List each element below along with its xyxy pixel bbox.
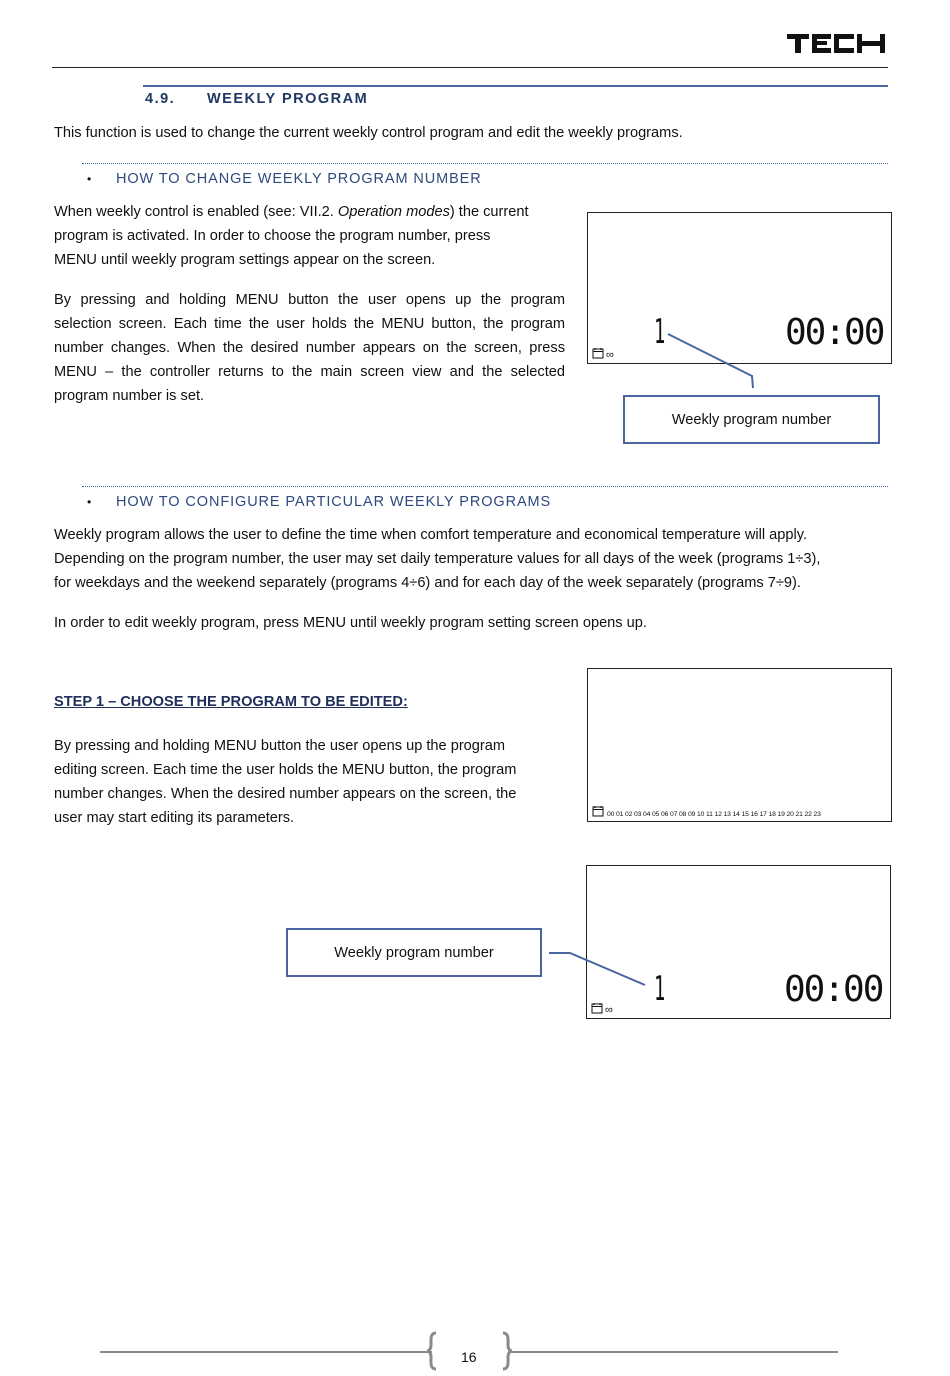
header-rule <box>52 67 888 68</box>
subsection-divider <box>82 486 888 487</box>
footer-rule-left <box>100 1351 432 1353</box>
tech-logo <box>786 30 886 56</box>
intro-paragraph: This function is used to change the current weekly control program and edit the weekly programs. <box>54 125 683 141</box>
callout-pointer <box>545 945 650 990</box>
calendar-icon <box>592 805 604 817</box>
program-number-display: 1 <box>654 969 666 1009</box>
step-1-paragraph: By pressing and holding MENU button the user opens up the program editing screen. Each time the user holds the MENU button, the program number changes. When the desired number appears on the screen, the user may start editing its parameters. <box>54 738 517 826</box>
change-number-paragraph-2: By pressing and holding MENU button the user opens up the program selection screen. Each time the user holds the MENU button, the program number changes. When the desired number appears on the screen, press MENU – the controller returns to the main screen view and the selected program number is set. <box>54 292 565 404</box>
clock-display: 00:00 <box>784 969 883 1010</box>
change-number-paragraph-1: When weekly control is enabled (see: VII.2. Operation modes) the current program is activated. In order to choose the program number, press MENU until weekly program settings appear on the screen. <box>54 204 529 268</box>
bullet-icon: • <box>87 172 92 186</box>
callout-weekly-program-number: Weekly program number <box>623 395 880 444</box>
step-1-heading: STEP 1 – CHOOSE THE PROGRAM TO BE EDITED: <box>54 694 408 710</box>
subsection-title: HOW TO CHANGE WEEKLY PROGRAM NUMBER <box>116 171 482 187</box>
left-brace-icon <box>425 1331 439 1371</box>
configure-paragraph-2: In order to edit weekly program, press MENU until weekly program setting screen opens up. <box>54 615 647 631</box>
section-number: 4.9. <box>145 91 176 107</box>
infinity-icon: ∞ <box>606 349 614 361</box>
hour-scale: 00 01 02 03 04 05 06 07 08 09 10 11 12 13 14 15 16 17 18 19 20 21 22 23 <box>607 811 821 818</box>
bullet-icon: • <box>87 495 92 509</box>
section-rule <box>143 85 888 87</box>
controller-screen-hours <box>587 668 892 822</box>
infinity-icon: ∞ <box>605 1004 613 1016</box>
calendar-icon <box>592 347 604 359</box>
footer-rule-right <box>508 1351 838 1353</box>
controller-screen-edit <box>586 865 891 1019</box>
callout-weekly-program-number: Weekly program number <box>286 928 542 977</box>
section-title: WEEKLY PROGRAM <box>207 91 369 107</box>
page-number: 16 <box>461 1349 477 1365</box>
subsection-divider <box>82 163 888 164</box>
callout-pointer <box>660 330 760 390</box>
calendar-icon <box>591 1002 603 1014</box>
program-number-display: 1 <box>654 312 666 352</box>
configure-paragraph-1: Weekly program allows the user to define the time when comfort temperature and economical temperature will apply. Depending on the program number, the user may set daily temperature values for all days of the week (programs 1÷3), for weekdays and the weekend separately (programs 4÷6) and for each day of the week separately (programs 7÷9). <box>54 527 821 591</box>
subsection-title: HOW TO CONFIGURE PARTICULAR WEEKLY PROGRAMS <box>116 494 552 510</box>
clock-display: 00:00 <box>785 312 884 353</box>
right-brace-icon <box>500 1331 514 1371</box>
